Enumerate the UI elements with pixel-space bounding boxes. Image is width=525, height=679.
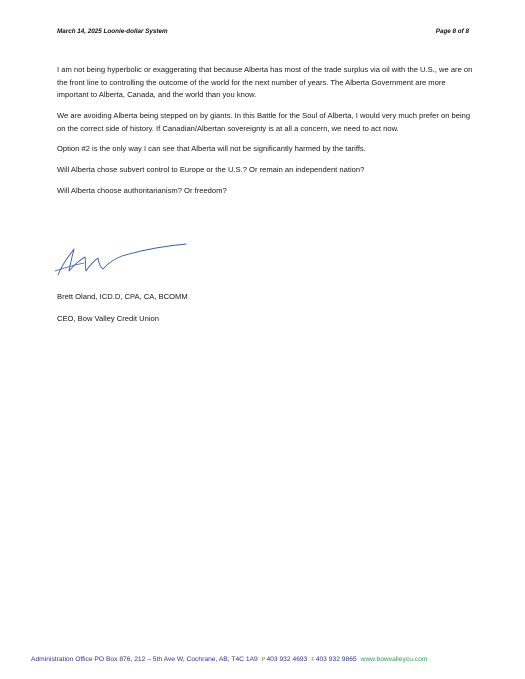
footer-fax: 403 932 9865 [315,656,357,663]
handwritten-signature [52,235,192,281]
footer-phone-prefix: P [261,657,266,663]
page-footer [31,656,427,663]
footer-fax-prefix: F [311,657,315,663]
body-paragraph: Will Alberta chose subvert control to Europe or the U.S.? Or remain an independent nation? [57,165,365,175]
body-paragraph: We are avoiding Alberta being stepped on by giants. In this Battle for the Soul of Alberta, I would very much prefer on being on the correct side of history. If Canadian/Albertan sovereignty is at all a concern, we need to act now. [57,110,471,133]
page-header [57,28,469,35]
letter-body [57,64,473,206]
signatory-name: Brett Oland, ICD.D, CPA, CA, BCOMM [57,292,188,301]
body-paragraph: I am not being hyperbolic or exaggerating that because Alberta has most of the trade surplus via oil with the U.S., we are on the front line to controlling the outcome of the world for the next number of years. The Alberta Government are more important to Alberta, Canada, and the world than you know. [57,65,473,100]
footer-website-link[interactable]: www.bowvalleycu.com [360,656,428,663]
body-paragraph: Will Alberta choose authoritarianism? Or freedom? [57,185,227,195]
header-page-number: Page 8 of 8 [435,28,469,35]
header-document-title: March 14, 2025 Loonie-dollar System [57,28,168,35]
body-paragraph: Option #2 is the only way I can see that Alberta will not be significantly harmed by the tariffs. [57,144,366,154]
footer-address: Administration Office PO Box 876, 212 – 5th Ave W, Cochrane, AB, T4C 1A9 [31,656,258,663]
signatory-title: CEO, Bow Valley Credit Union [57,314,159,323]
footer-phone: 403 932 4693 [266,656,308,663]
